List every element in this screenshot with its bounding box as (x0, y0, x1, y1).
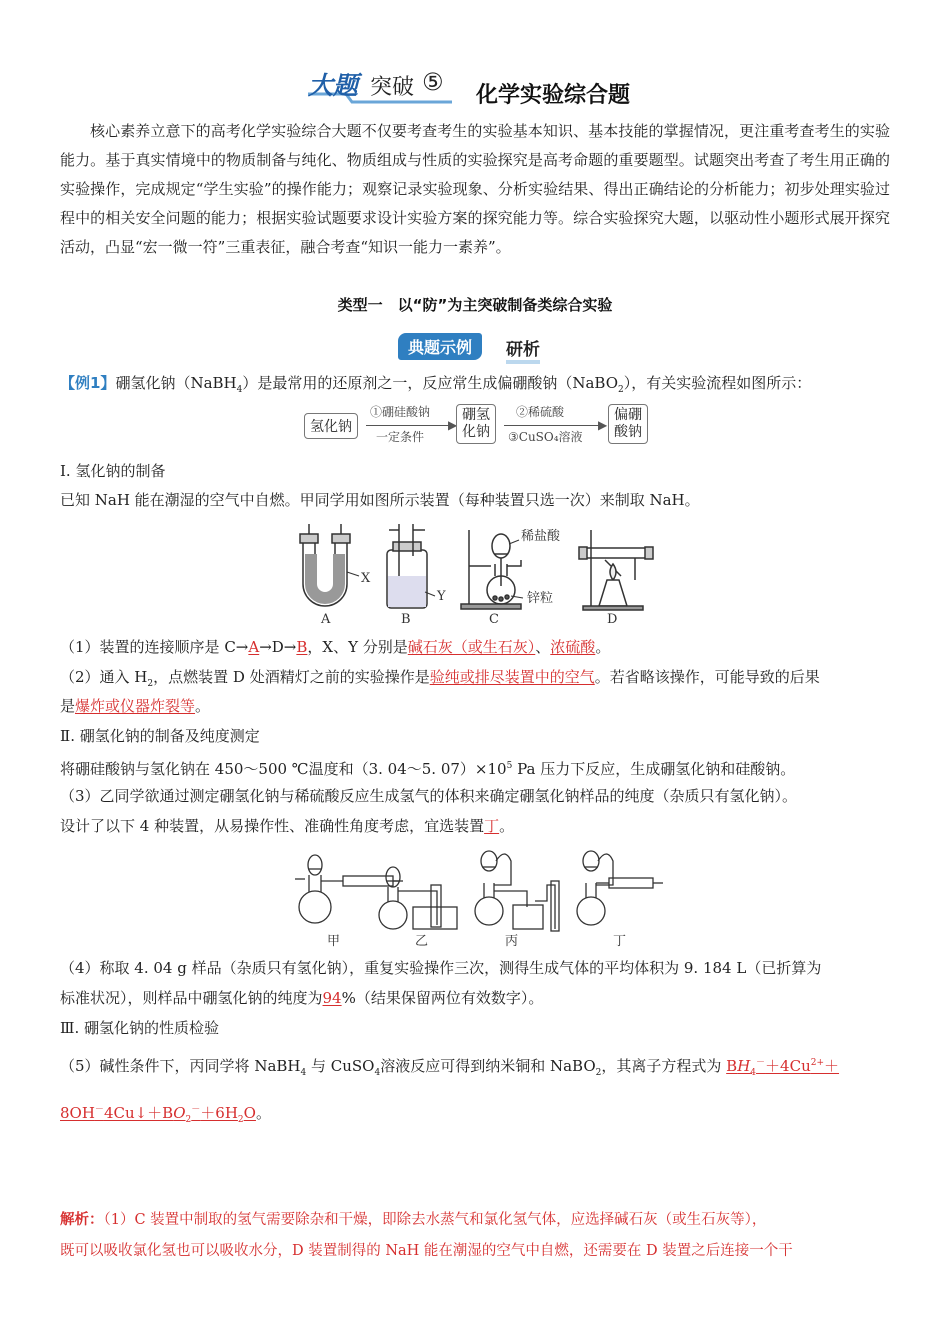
answer-1y: 浓硫酸 (550, 638, 596, 656)
part2-sup: 5 (506, 761, 513, 771)
question-3-line1: （3）乙同学欲通过测定硼氢化钠与稀硫酸反应生成氢气的体积来确定硼氢化钠样品的纯度（杂质只有氢化钠）。 (60, 787, 798, 805)
label-c: C (489, 612, 499, 627)
eq-sup: 2+ (810, 1058, 825, 1068)
q1-text: →D→ (259, 638, 297, 656)
q5-text: 溶液反应可得到纳米铜和 NaBO (380, 1057, 596, 1075)
label-y: Y (437, 589, 446, 604)
flow-box-nah: 氢化钠 (304, 413, 358, 439)
part2-heading: Ⅱ. 硼氢化钠的制备及纯度测定 (60, 727, 260, 745)
example-text: ）是最常用的还原剂之一，反应常生成偏硼酸钠（NaBO (242, 374, 619, 392)
question-4-line2 (60, 988, 543, 1008)
flow-arrow2-line (504, 425, 604, 426)
eq-text: 8OH (60, 1104, 95, 1122)
flow-arrow1-line (366, 425, 454, 426)
label-ding: 丁 (613, 934, 627, 949)
q1-text: 。 (595, 638, 611, 656)
flow-box-nabo2 (608, 404, 648, 444)
answer-2b: 爆炸或仪器炸裂等 (75, 697, 196, 715)
badge-text-a: 大题 (308, 71, 359, 100)
answer-2a: 验纯或排尽装置中的空气 (429, 668, 595, 686)
apparatus-bing (475, 851, 559, 931)
label-x: X (361, 571, 371, 586)
header-badge (306, 66, 456, 106)
banner-label: 典题示例 (398, 333, 482, 360)
flow-box-line: 硼氢 (462, 407, 490, 423)
eq-text: ＋6H (200, 1104, 238, 1122)
apparatus-ding (577, 851, 663, 925)
q2-text: （2）通入 H (60, 668, 148, 686)
badge-number: ⑤ (422, 68, 444, 96)
q2-sub: 2 (147, 679, 154, 689)
label-a: A (321, 612, 331, 627)
q5-text: （5）碱性条件下，丙同学将 NaBH (60, 1057, 301, 1075)
label-d: D (607, 612, 618, 627)
eq-text: B (726, 1057, 738, 1075)
q2-text: ，点燃装置 D 处酒精灯之前的实验操作是 (153, 668, 430, 686)
q2-text: 。若省略该操作，可能导致的后果 (594, 668, 820, 686)
page-title: 化学实验综合题 (476, 83, 631, 108)
question-5-line1 (60, 1053, 839, 1083)
q3-text: 设计了以下 4 种装置，从易操作性、准确性角度考虑，宜选装置 (60, 817, 485, 835)
flow-arrow1-top: ①硼硅酸钠 (370, 405, 431, 419)
flow-arrow2-bottom: ③CuSO₄溶液 (508, 430, 583, 444)
badge-text-b: 突破 (370, 75, 415, 100)
eq-sub: 2 (185, 1115, 192, 1125)
part2-text (60, 756, 795, 779)
example-sub: 4 (236, 385, 243, 395)
analysis-label: 解析： (60, 1212, 104, 1228)
eq-sup: － (191, 1105, 201, 1115)
eq-text: O (173, 1104, 186, 1122)
flow-arrow2-head: ▶ (598, 418, 608, 432)
analysis-line2: 既可以吸收氯化氢也可以吸收水分，D 装置制得的 NaH 能在潮湿的空气中自燃，还需要在 D 装置之后连接一个干 (60, 1243, 793, 1259)
example-intro (60, 373, 811, 400)
eq-text: O (243, 1104, 256, 1122)
answer-4: 94 (322, 989, 342, 1007)
q5-sub: 4 (374, 1068, 381, 1078)
apparatus-figure-1 (295, 520, 655, 628)
answer-1x: 碱石灰（或生石灰） (407, 638, 536, 656)
part2-text-b: Pa 压力下反应，生成硼氢化钠和硅酸钠。 (512, 760, 796, 778)
q5-text: ，其离子方程式为 (601, 1057, 727, 1075)
flow-arrow1-head: ▶ (448, 418, 458, 432)
answer-5-part2 (60, 1104, 256, 1125)
q2-text: 是 (60, 697, 76, 715)
example-text: ），有关实验流程如图所示： (623, 374, 812, 392)
q5-text: 。 (255, 1104, 271, 1122)
q4-text: %（结果保留两位有效数字）。 (341, 989, 544, 1007)
eq-sup: － (94, 1105, 104, 1115)
part2-text-a: 将硼硅酸钠与氢化钠在 450～500 ℃温度和（3. 04～5. 07）×10 (60, 760, 507, 778)
apparatus-c-generator (461, 530, 523, 609)
type-heading: 类型一 以“防”为主突破制备类综合实验 (337, 296, 613, 314)
q1-text: （1）装置的连接顺序是 C→ (60, 638, 249, 656)
eq-sup: － (756, 1058, 766, 1068)
analysis-line1 (60, 1210, 766, 1230)
flow-chart (304, 404, 650, 448)
example-sub: 2 (618, 385, 624, 395)
eq-text: ＋ (824, 1057, 840, 1075)
eq-sub: 2 (237, 1115, 244, 1125)
answer-1b: B (296, 638, 308, 656)
label-zinc: 锌粒 (527, 591, 554, 606)
q3-text: 。 (499, 817, 515, 835)
apparatus-b-wash-bottle (387, 524, 435, 608)
answer-5-part1 (726, 1057, 840, 1078)
q1-text: ，X、Y 分别是 (307, 638, 408, 656)
q5-sub: 2 (595, 1068, 602, 1078)
question-5-line2 (60, 1100, 271, 1130)
apparatus-a-utube (300, 524, 359, 606)
q1-text: 、 (535, 638, 551, 656)
flow-arrow1-bottom: 一定条件 (376, 430, 425, 444)
intro-paragraph: 核心素养立意下的高考化学实验综合大题不仅要考查考生的实验基本知识、基本技能的掌握情况，更注重考查考生的实验能力。基于真实情境中的物质制备与纯化、物质组成与性质的实验探究是高考命题的重要题型。试题突出考查了考生用正确的实验操作，完成规定“学生实验”的操作能力；观察记录实验现象、分析实验结果、得出正确结论的分析能力；初步处理实验过程中的相关安全问题的能力；根据实验试题要求设计实验方案的探究能力等。综合实验探究大题，以驱动性小题形式展开探究活动，凸显“宏一微一符”三重表征，融合考查“知识一能力一素养”。 (60, 122, 890, 256)
label-jia: 甲 (327, 934, 341, 949)
flow-box-line: 偏硼 (614, 407, 642, 423)
example-tag: 【例1】 (60, 374, 116, 392)
eq-text: ＋4Cu (765, 1057, 811, 1075)
label-yi: 乙 (415, 934, 429, 949)
part3-heading: Ⅲ. 硼氢化钠的性质检验 (60, 1019, 220, 1037)
answer-3: 丁 (484, 817, 500, 835)
label-b: B (401, 612, 411, 627)
label-bing: 丙 (505, 934, 519, 949)
part1-heading: Ⅰ. 氢化钠的制备 (60, 462, 166, 480)
eq-text: H (737, 1057, 751, 1075)
flow-box-line: 化钠 (462, 424, 490, 440)
flow-box-nabh4 (456, 404, 496, 444)
q4-text: 标准状况），则样品中硼氢化钠的纯度为 (60, 989, 323, 1007)
apparatus-figure-2 (265, 845, 665, 949)
eq-text: 4Cu↓＋B (103, 1104, 174, 1122)
question-3-line2 (60, 816, 514, 836)
q2-text: 。 (195, 697, 211, 715)
apparatus-jia (295, 855, 403, 923)
banner-suffix: 研析 (506, 335, 540, 364)
part1-text: 已知 NaH 能在潮湿的空气中自燃。甲同学用如图所示装置（每种装置只选一次）来制取 NaH。 (60, 491, 700, 509)
question-2-line2 (60, 696, 210, 716)
eq-sub: 4 (750, 1068, 757, 1078)
q5-sub: 4 (300, 1068, 307, 1078)
question-2-line1 (60, 667, 820, 694)
answer-1a: A (248, 638, 260, 656)
question-4-line1: （4）称取 4. 04 g 样品（杂质只有氢化钠），重复实验操作三次，测得生成气体的平均体积为 9. 184 L（已折算为 (60, 959, 822, 977)
q5-text: 与 CuSO (306, 1057, 375, 1075)
flow-box-line: 酸钠 (614, 424, 642, 440)
example-text: 硼氢化钠（NaBH (115, 374, 237, 392)
apparatus-d-heated-tube (579, 530, 653, 610)
label-acid: 稀盐酸 (521, 529, 561, 544)
question-1 (60, 637, 610, 657)
analysis-text: （1）C 装置中制取的氢气需要除杂和干燥，即除去水蒸气和氯化氢气体，应选择碱石灰（或生石灰等）， (103, 1212, 767, 1228)
flow-arrow2-top: ②稀硫酸 (516, 405, 565, 419)
